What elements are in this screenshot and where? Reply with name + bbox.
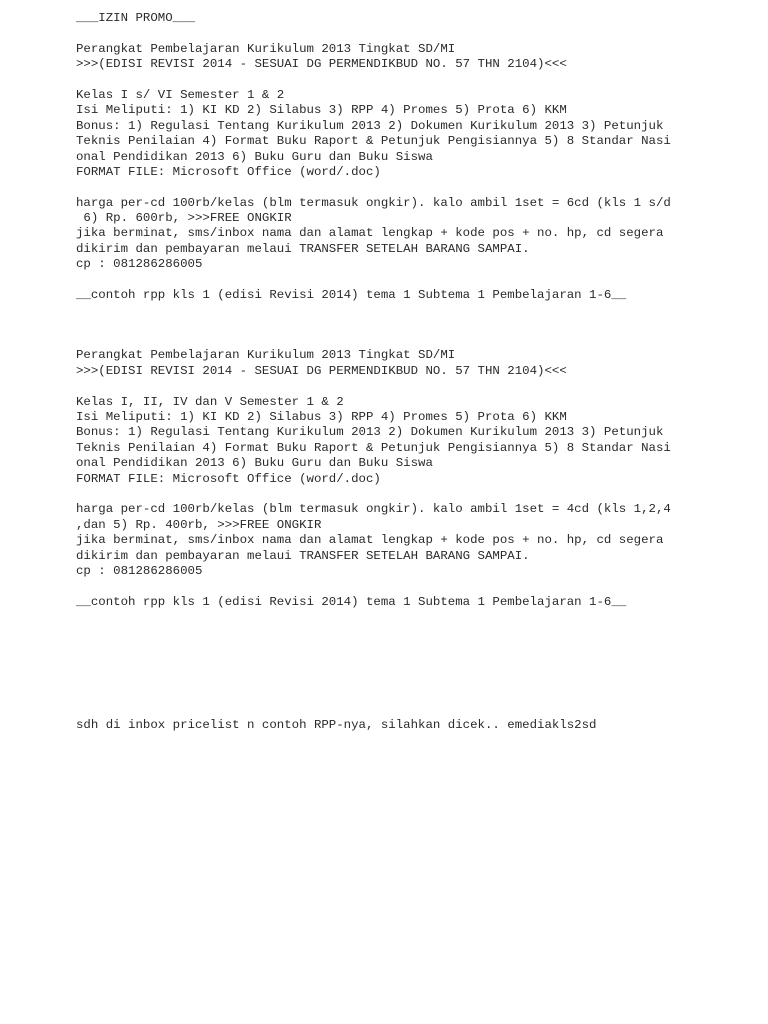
offer-bonus-line: onal Pendidikan 2013 6) Buku Guru dan Buku Siswa xyxy=(76,456,433,471)
offer-bonus-line: Bonus: 1) Regulasi Tentang Kurikulum 2013 2) Dokumen Kurikulum 2013 3) Petunjuk xyxy=(76,118,664,133)
offer-contents: Isi Meliputi: 1) KI KD 2) Silabus 3) RPP 4) Promes 5) Prota 6) KKM xyxy=(76,103,567,118)
offer-block-1 xyxy=(76,42,716,304)
offer-bonus-line: Teknis Penilaian 4) Format Buku Raport & Petunjuk Pengisiannya 5) 8 Standar Nasi xyxy=(76,440,671,455)
offer-contact-phone: cp : 081286286005 xyxy=(76,257,203,272)
offer-contact-phone: cp : 081286286005 xyxy=(76,563,203,578)
promo-title: ___IZIN PROMO___ xyxy=(76,11,195,25)
offer-price-line: ,dan 5) Rp. 400rb, >>>FREE ONGKIR xyxy=(76,517,322,532)
document-body xyxy=(76,11,716,733)
offer-contents: Isi Meliputi: 1) KI KD 2) Silabus 3) RPP 4) Promes 5) Prota 6) KKM xyxy=(76,409,567,424)
offer-price-line: harga per-cd 100rb/kelas (blm termasuk ongkir). kalo ambil 1set = 4cd (kls 1,2,4 xyxy=(76,502,671,517)
offer-edition: >>>(EDISI REVISI 2014 - SESUAI DG PERMENDIKBUD NO. 57 THN 2104)<<< xyxy=(76,363,567,378)
offer-order-instructions: jika berminat, sms/inbox nama dan alamat lengkap + kode pos + no. hp, cd segera xyxy=(76,226,664,241)
spacer xyxy=(76,73,716,88)
offer-bonus-line: Teknis Penilaian 4) Format Buku Raport & Petunjuk Pengisiannya 5) 8 Standar Nasi xyxy=(76,134,671,149)
offer-block-2 xyxy=(76,348,716,610)
offer-price-line: 6) Rp. 600rb, >>>FREE ONGKIR xyxy=(76,211,292,226)
offer-sample-note: __contoh rpp kls 1 (edisi Revisi 2014) tema 1 Subtema 1 Pembelajaran 1-6__ xyxy=(76,288,627,303)
offer-heading: Perangkat Pembelajaran Kurikulum 2013 Tingkat SD/MI xyxy=(76,348,456,363)
offer-sample-note: __contoh rpp kls 1 (edisi Revisi 2014) tema 1 Subtema 1 Pembelajaran 1-6__ xyxy=(76,594,627,609)
offer-order-instructions: dikirim dan pembayaran melaui TRANSFER SETELAH BARANG SAMPAI. xyxy=(76,548,530,563)
spacer xyxy=(76,303,716,348)
offer-heading: Perangkat Pembelajaran Kurikulum 2013 Tingkat SD/MI xyxy=(76,41,456,56)
spacer xyxy=(76,610,716,718)
offer-bonus-line: Bonus: 1) Regulasi Tentang Kurikulum 2013 2) Dokumen Kurikulum 2013 3) Petunjuk xyxy=(76,425,664,440)
offer-class-range: Kelas I, II, IV dan V Semester 1 & 2 xyxy=(76,394,344,409)
spacer xyxy=(76,273,716,288)
spacer xyxy=(76,579,716,594)
offer-file-format: FORMAT FILE: Microsoft Office (word/.doc) xyxy=(76,164,381,179)
spacer xyxy=(76,379,716,394)
spacer xyxy=(76,487,716,502)
spacer xyxy=(76,26,716,41)
offer-edition: >>>(EDISI REVISI 2014 - SESUAI DG PERMENDIKBUD NO. 57 THN 2104)<<< xyxy=(76,57,567,72)
offer-class-range: Kelas I s/ VI Semester 1 & 2 xyxy=(76,87,285,102)
offer-price-line: harga per-cd 100rb/kelas (blm termasuk ongkir). kalo ambil 1set = 6cd (kls 1 s/d xyxy=(76,195,671,210)
offer-bonus-line: onal Pendidikan 2013 6) Buku Guru dan Buku Siswa xyxy=(76,149,433,164)
offer-order-instructions: dikirim dan pembayaran melaui TRANSFER SETELAH BARANG SAMPAI. xyxy=(76,241,530,256)
spacer xyxy=(76,180,716,195)
offer-order-instructions: jika berminat, sms/inbox nama dan alamat lengkap + kode pos + no. hp, cd segera xyxy=(76,533,664,548)
offer-file-format: FORMAT FILE: Microsoft Office (word/.doc) xyxy=(76,471,381,486)
closing-note: sdh di inbox pricelist n contoh RPP-nya, silahkan dicek.. emediakls2sd xyxy=(76,718,597,733)
